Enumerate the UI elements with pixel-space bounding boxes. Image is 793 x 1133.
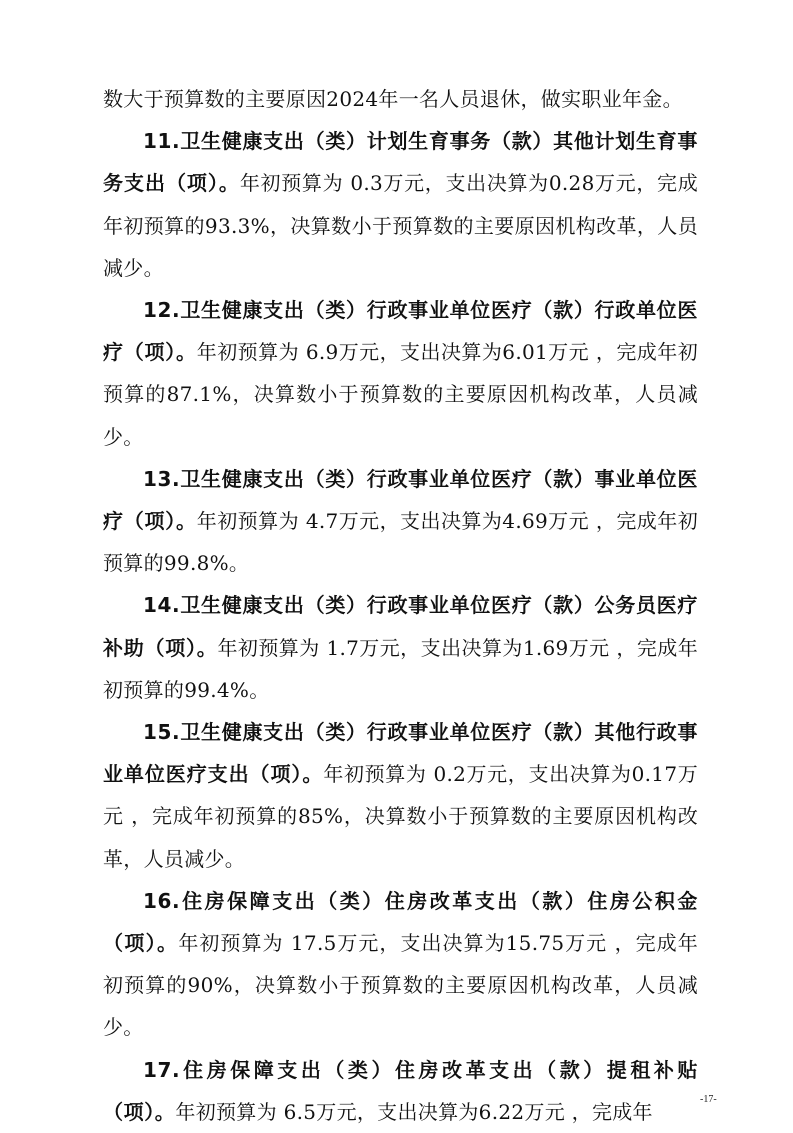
paragraph-text: 年初预算为 17.5万元，支出决算为15.75万元 ，完成年初预算的90%，决算数小于预算数的主要原因机构改革，人员减少。: [103, 931, 698, 1040]
paragraph-heading: 12.卫生健康支出（类）行政事业单位医疗（款）行政单位医疗（项）。: [103, 298, 698, 365]
paragraph-text: 年初预算为 0.3万元，支出决算为0.28万元，完成年初预算的93.3%，决算数小于预算数的主要原因机构改革，人员减少。: [103, 171, 698, 280]
paragraph-text: 数大于预算数的主要原因2024年一名人员退休，做实职业年金。: [103, 87, 683, 111]
paragraph-text: 年初预算为 1.7万元，支出决算为1.69万元 ，完成年初预算的99.4%。: [103, 635, 698, 702]
paragraph-item-12: [103, 289, 698, 458]
paragraph-heading: 13.卫生健康支出（类）行政事业单位医疗（款）事业单位医疗（项）。: [103, 466, 698, 534]
page-number: -17-: [700, 1094, 717, 1105]
document-body: [103, 78, 698, 1133]
paragraph-heading: 11.卫生健康支出（类）计划生育事务（款）其他计划生育事务支出（项）。: [103, 129, 698, 196]
paragraph-heading: 14.卫生健康支出（类）行政事业单位医疗（款）公务员医疗补助（项）。: [103, 593, 698, 660]
paragraph-text: 年初预算为 6.5万元，支出决算为6.22万元 ，完成年: [175, 1099, 653, 1124]
paragraph-continuation: [103, 78, 698, 120]
paragraph-item-15: [103, 711, 698, 880]
paragraph-item-17: [103, 1049, 698, 1133]
paragraph-item-14: [103, 584, 698, 711]
paragraph-heading: 16.住房保障支出（类）住房改革支出（款）住房公积金（项）。: [103, 888, 698, 956]
paragraph-item-11: [103, 120, 698, 289]
paragraph-heading: 17.住房保障支出（类）住房改革支出（款）提租补贴（项）。: [103, 1057, 698, 1124]
paragraph-text: 年初预算为 0.2万元，支出决算为0.17万元 ，完成年初预算的85%，决算数小于预算数的主要原因机构改革，人员减少。: [103, 762, 698, 871]
paragraph-heading: 15.卫生健康支出（类）行政事业单位医疗（款）其他行政事业单位医疗支出（项）。: [103, 720, 698, 787]
paragraph-text: 年初预算为 6.9万元，支出决算为6.01万元 ，完成年初预算的87.1%，决算数小于预算数的主要原因机构改革，人员减少。: [103, 340, 698, 449]
paragraph-item-16: [103, 880, 698, 1049]
paragraph-item-13: [103, 458, 698, 585]
paragraph-text: 年初预算为 4.7万元，支出决算为4.69万元 ，完成年初预算的99.8%。: [103, 509, 698, 576]
